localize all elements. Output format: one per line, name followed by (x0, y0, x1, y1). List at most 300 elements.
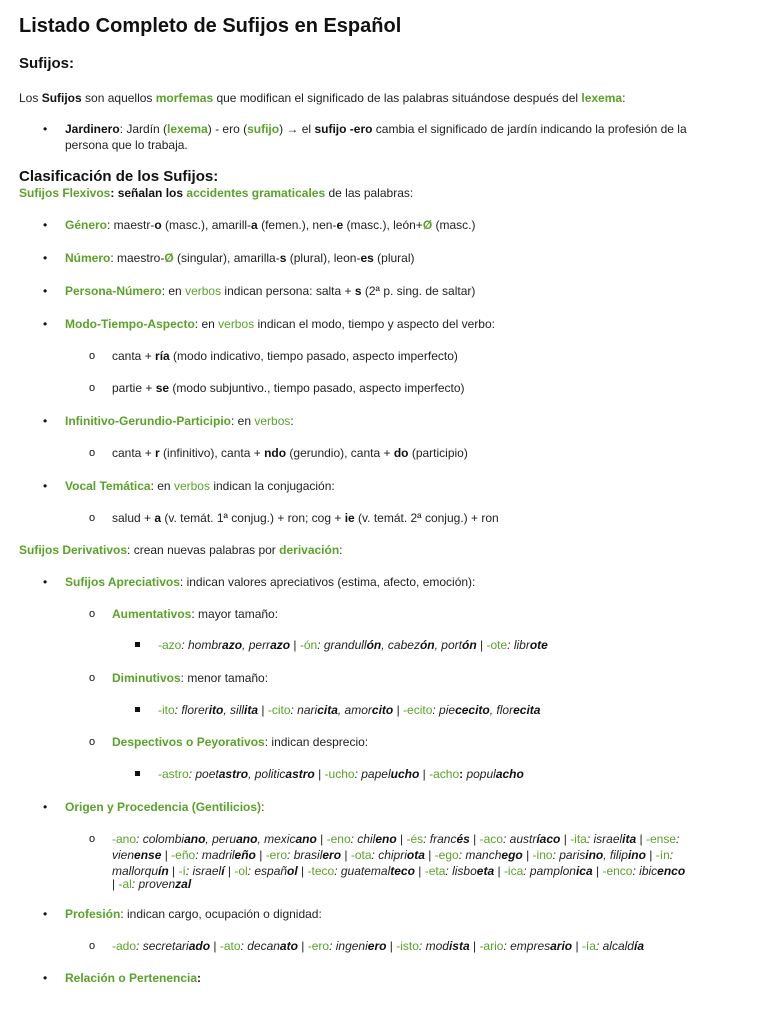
text: , sill (223, 703, 245, 717)
text: s (354, 284, 362, 298)
bullet-icon: • (43, 479, 48, 493)
suffix-text: -ía (581, 939, 596, 953)
text: canta + (112, 349, 156, 363)
example-word-text: : secretari (136, 939, 189, 953)
text: o (154, 218, 162, 232)
text: : en (194, 317, 219, 331)
despectivos-examples (158, 766, 524, 782)
text: ote (529, 638, 548, 652)
link-infinitivo-gerundio-participio[interactable]: Infinitivo-Gerundio-Participio (65, 414, 231, 428)
text: : papel (354, 767, 391, 781)
aumentativos-examples (158, 637, 548, 653)
separator-text: | (341, 848, 351, 862)
suffix-ending-text: ense (134, 848, 162, 862)
text: a (154, 511, 162, 525)
square-bullet-icon (135, 771, 140, 776)
numero-item (65, 250, 415, 266)
example-word-text: : alcald (595, 939, 634, 953)
bullet-icon: • (43, 414, 48, 428)
text: son aquellos (81, 91, 156, 105)
suffix-ending-text: enco (657, 864, 686, 878)
suffix-ending-text: zal (175, 877, 192, 891)
example-word-text: : manch (458, 848, 502, 862)
example-word-text: mallorqu (112, 864, 159, 878)
text: : en (231, 414, 255, 428)
text: : mayor tamaño: (191, 607, 279, 621)
bullet-icon: • (43, 971, 48, 985)
page-title: Listado Completo de Sufijos en Español (19, 15, 402, 37)
text: ría (155, 349, 170, 363)
text: cita (317, 703, 338, 717)
suffix-text: -eta (424, 864, 446, 878)
suffix-ending-text: ero (367, 939, 387, 953)
suffix-ending-text: ín (158, 864, 169, 878)
text: : nari (290, 703, 318, 717)
suffix-text: -ato (219, 939, 241, 953)
link-modo-tiempo-aspecto[interactable]: Modo-Tiempo-Aspecto (65, 317, 195, 331)
suffix-text: -eno (326, 832, 351, 846)
example-word-text: : decan (240, 939, 280, 953)
example-word-text: : austr (502, 832, 537, 846)
link-profesion[interactable]: Profesión (65, 907, 121, 921)
diminutivos-item (112, 670, 268, 686)
text: (modo indicativo, tiempo pasado, aspecto imperfecto) (169, 349, 458, 363)
example-word-text: : colombi (136, 832, 185, 846)
example-word-text: : pamplon (523, 864, 576, 878)
circle-bullet-icon: o (89, 833, 96, 845)
link-vocal-tematica[interactable]: Vocal Temática (65, 479, 151, 493)
example-word-text: : israel (586, 832, 623, 846)
suffix-ending-text: ino (627, 848, 646, 862)
text: : pie (432, 703, 456, 717)
suffix-text: -ino (532, 848, 553, 862)
text: cecito (455, 703, 490, 717)
circle-bullet-icon: o (89, 512, 96, 524)
example-word-text: : guatemal (334, 864, 391, 878)
link-lexema[interactable]: lexema (581, 91, 623, 105)
text: de las palabras: (325, 186, 414, 200)
text: ) - ero ( (207, 122, 248, 136)
example-word-text: : paris (552, 848, 586, 862)
example-word-text: : chipri (371, 848, 407, 862)
separator-text: | (636, 832, 646, 846)
suffix-ending-text: í (221, 864, 225, 878)
text: ón (366, 638, 382, 652)
link-accidentes-gramaticales[interactable]: accidentes gramaticales (186, 186, 326, 200)
separator-text: | (396, 832, 407, 846)
text: , cabez (381, 638, 420, 652)
suffix-ending-text: eño (234, 848, 256, 862)
text: : menor tamaño: (180, 671, 269, 685)
text: r (155, 446, 160, 460)
circle-bullet-icon: o (89, 940, 96, 952)
separator-text: | (297, 939, 308, 953)
text: -ón (299, 638, 318, 652)
suffix-text: -ario (479, 939, 504, 953)
origen-item (65, 799, 264, 815)
text: cambia el significado de jardín indicando la profesión de la (372, 122, 687, 136)
circle-bullet-icon: o (89, 350, 96, 362)
suffix-ending-text: íaco (536, 832, 561, 846)
link-verbos[interactable]: verbos (218, 317, 255, 331)
derivativos-paragraph (19, 542, 343, 558)
text: do (393, 446, 409, 460)
square-bullet-icon (135, 707, 140, 712)
suffix-ending-text: ano (184, 832, 206, 846)
vocal-sub (112, 510, 499, 526)
example-word-text: , peru (205, 832, 237, 846)
suffix-ending-text: ica (575, 864, 593, 878)
example-word-text: : españ (247, 864, 288, 878)
link-genero[interactable]: Género (65, 218, 108, 232)
text: | (393, 703, 404, 717)
link-derivacion[interactable]: derivación (279, 543, 340, 557)
text: (masc.), amarill- (161, 218, 252, 232)
example-word-text: : ingeni (329, 939, 368, 953)
link-origen-procedencia[interactable]: Origen y Procedencia (Gentilicios) (65, 800, 262, 814)
suffix-text: -ol (234, 864, 248, 878)
suffix-text: -ica (503, 864, 524, 878)
suffix-ending-text: ano (236, 832, 258, 846)
text: ucho (390, 767, 420, 781)
vocal-item (65, 478, 335, 494)
text: ie (344, 511, 355, 525)
suffix-ending-text: ita (622, 832, 637, 846)
circle-bullet-icon: o (89, 608, 96, 620)
text: -cito (267, 703, 291, 717)
suffix-ending-text: ista (448, 939, 470, 953)
text: -ito (158, 703, 175, 717)
separator-text: | (414, 864, 425, 878)
separator-text: | (168, 864, 179, 878)
link-persona-numero[interactable]: Persona-Número (65, 284, 162, 298)
text: | (290, 638, 300, 652)
origen-examples-line-1 (112, 831, 679, 847)
text: -ote (486, 638, 508, 652)
example-line-2: persona que lo trabaja. (65, 138, 188, 152)
suffix-text: -ita (570, 832, 587, 846)
text: : indican desprecio: (264, 735, 369, 749)
link-despectivos[interactable]: Despectivos o Peyorativos (112, 735, 265, 749)
text: (plural) (373, 251, 415, 265)
bullet-icon: • (43, 251, 48, 265)
suffix-ending-text: ado (188, 939, 211, 953)
relacion-item (65, 970, 201, 986)
text: -ecito (403, 703, 433, 717)
example-word-text: : lisbo (445, 864, 477, 878)
suffix-text: -ota (350, 848, 372, 862)
text: azo (222, 638, 243, 652)
example-line-1 (65, 121, 749, 137)
suffix-text: -teco (307, 864, 335, 878)
bullet-icon: • (43, 218, 48, 232)
text: (v. temát. 2ª conjug.) + ron (354, 511, 499, 525)
text: , perr (242, 638, 271, 652)
text: Sufijos (41, 91, 82, 105)
link-morfemas[interactable]: morfemas (155, 91, 214, 105)
circle-bullet-icon: o (89, 672, 96, 684)
separator-text: | (210, 939, 220, 953)
text: que modifican el significado de las palabras situándose después del (213, 91, 582, 105)
separator-text: | (316, 832, 327, 846)
text: : indican valores apreciativos (estima, afecto, emoción): (179, 575, 476, 589)
suffix-text: -al (118, 877, 132, 891)
link-relacion-pertenencia[interactable]: Relación o Pertenencia (65, 971, 198, 985)
text: ito (208, 703, 224, 717)
text: (modo subjuntivo., tiempo pasado, aspecto imperfecto) (169, 381, 465, 395)
suffix-ending-text: ato (279, 939, 298, 953)
suffix-text: -és (406, 832, 424, 846)
infinitivo-sub (112, 445, 468, 461)
text: ón (462, 638, 477, 652)
text: : libr (507, 638, 530, 652)
text: : (197, 971, 202, 985)
profesion-examples (112, 938, 644, 954)
link-verbos[interactable]: verbos (185, 284, 222, 298)
text: (2ª p. sing. de saltar) (361, 284, 476, 298)
square-bullet-icon (135, 642, 140, 647)
text: : indican cargo, ocupación o dignidad: (120, 907, 322, 921)
text: se (155, 381, 170, 395)
origen-examples-line-4 (112, 876, 191, 892)
text: cito (371, 703, 394, 717)
text: Ø (422, 218, 433, 232)
aumentativos-item (112, 606, 278, 622)
suffix-ending-text: ano (295, 832, 317, 846)
suffix-text: -ero (307, 939, 330, 953)
bullet-icon: • (43, 800, 48, 814)
text: : hombr (181, 638, 223, 652)
suffix-text: -isto (396, 939, 419, 953)
suffix-ending-text: ego (501, 848, 523, 862)
text: : florer (174, 703, 209, 717)
text: (plural), leon- (286, 251, 361, 265)
text: Ø (164, 251, 174, 265)
text: : señalan los (110, 186, 187, 200)
suffix-text: -ín (655, 848, 670, 862)
text: -azo (158, 638, 182, 652)
example-word-text: : ibic (632, 864, 658, 878)
text: acho (495, 767, 524, 781)
bullet-icon: • (43, 284, 48, 298)
text: s (279, 251, 287, 265)
suffix-text: -enco (602, 864, 633, 878)
circle-bullet-icon: o (89, 736, 96, 748)
infinitivo-item (65, 413, 294, 429)
text: Los (19, 91, 42, 105)
text: : en (161, 284, 186, 298)
separator-text: | (469, 832, 480, 846)
text: a (251, 218, 258, 232)
separator-text: | (297, 864, 308, 878)
separator-text: | (494, 864, 504, 878)
text: : grandull (317, 638, 367, 652)
text: : maestr- (107, 218, 155, 232)
example-word-text: : empres (503, 939, 551, 953)
text: (singular), amarilla- (173, 251, 280, 265)
text: (gerundio), canta + (286, 446, 394, 460)
suffix-text: -ego (434, 848, 459, 862)
suffix-ending-text: ol (287, 864, 298, 878)
link-diminutivos[interactable]: Diminutivos (112, 671, 181, 685)
text: : Jardín ( (119, 122, 168, 136)
link-sufijo[interactable]: sufijo (247, 122, 280, 136)
suffix-text: -ero (265, 848, 288, 862)
diminutivos-examples (158, 702, 540, 718)
text: : poet (188, 767, 219, 781)
suffix-ending-text: ario (550, 939, 573, 953)
text: ndo (264, 446, 287, 460)
text: es (360, 251, 374, 265)
text: canta + (112, 446, 156, 460)
text: (v. temát. 1ª conjug.) + ron; cog + (161, 511, 345, 525)
text: : (290, 414, 294, 428)
text: astro (218, 767, 249, 781)
separator-text: | (255, 848, 266, 862)
text: : maestro- (110, 251, 165, 265)
text: , amor (337, 703, 372, 717)
origen-examples-line-3 (112, 863, 685, 879)
circle-bullet-icon: o (89, 382, 96, 394)
text: salud + (112, 511, 155, 525)
text: ecita (513, 703, 541, 717)
suffix-ending-text: ía (633, 939, 644, 953)
example-word-text: : proven (131, 877, 176, 891)
suffix-text: -í (178, 864, 186, 878)
modo-item (65, 316, 495, 332)
example-word-text: : madril (195, 848, 235, 862)
link-verbos[interactable]: verbos (173, 479, 210, 493)
text: astro (285, 767, 315, 781)
separator-text: | (572, 939, 582, 953)
separator-text: | (592, 864, 603, 878)
text: (participio) (408, 446, 468, 460)
suffix-ending-text: és (456, 832, 470, 846)
text: : (459, 767, 464, 781)
text: : (622, 91, 626, 105)
text: , politic (248, 767, 286, 781)
bullet-icon: • (43, 317, 48, 331)
separator-text: | (560, 832, 571, 846)
text: , port (434, 638, 462, 652)
persona-item (65, 283, 475, 299)
suffix-text: -eño (171, 848, 196, 862)
circle-bullet-icon: o (89, 447, 96, 459)
suffix-text: -ado (112, 939, 137, 953)
text: -acho (429, 767, 460, 781)
text: | (314, 767, 325, 781)
link-lexema-2[interactable]: lexema (167, 122, 208, 136)
apreciativos-item (65, 574, 475, 590)
text: indican la conjugación: (209, 479, 335, 493)
text: ita (244, 703, 259, 717)
separator-text: | (469, 939, 480, 953)
link-sufijos-derivativos[interactable]: Sufijos Derivativos (19, 543, 128, 557)
text: , flor (489, 703, 514, 717)
modo-sub-2 (112, 380, 465, 396)
text: indican el modo, tiempo y aspecto del verbo: (254, 317, 495, 331)
separator-text: | (522, 848, 533, 862)
separator-text: | (645, 848, 656, 862)
text: (infinitivo), canta + (159, 446, 265, 460)
text: | (419, 767, 430, 781)
text: popul (463, 767, 496, 781)
suffix-ending-text: ino (585, 848, 604, 862)
bullet-icon: • (43, 907, 48, 921)
text: : (261, 800, 265, 814)
text: e (336, 218, 344, 232)
suffix-text: -ano (112, 832, 137, 846)
example-word-text: : franc (423, 832, 457, 846)
despectivos-item (112, 734, 368, 750)
text: | (258, 703, 268, 717)
example-word-text: , filip (603, 848, 628, 862)
text: (femen.), nen- (257, 218, 337, 232)
intro-paragraph (19, 90, 625, 106)
flexivos-paragraph (19, 185, 413, 201)
text: : en (150, 479, 174, 493)
link-numero[interactable]: Número (65, 251, 111, 265)
example-word-text: : (669, 848, 674, 862)
separator-text: | (224, 864, 235, 878)
separator-text: | (424, 848, 435, 862)
text: : (339, 543, 343, 557)
origen-examples-line-2 (112, 847, 673, 863)
suffix-text: -aco (479, 832, 503, 846)
link-sufijos-apreciativos[interactable]: Sufijos Apreciativos (65, 575, 180, 589)
modo-sub-1 (112, 348, 458, 364)
sufijos-heading: Sufijos: (19, 55, 74, 72)
separator-text: | (386, 939, 397, 953)
clasificacion-heading: Clasificación de los Sufijos: (19, 168, 219, 185)
link-verbos[interactable]: verbos (254, 414, 291, 428)
example-word-text: : (676, 832, 680, 846)
example-word-text: , mexic (257, 832, 296, 846)
text: Jardinero (65, 122, 120, 136)
link-sufijos-flexivos[interactable]: Sufijos Flexivos (19, 186, 111, 200)
text: ) → el (279, 122, 315, 136)
separator-text: | (112, 877, 119, 891)
example-word-text: vien (112, 848, 135, 862)
example-word-text: : chil (350, 832, 376, 846)
text: sufijo -ero (314, 122, 373, 136)
text: : crean nuevas palabras por (127, 543, 280, 557)
text: -ucho (324, 767, 355, 781)
separator-text: | (161, 848, 172, 862)
example-word-text: : mod (418, 939, 449, 953)
genero-item (65, 217, 476, 233)
text: -astro (158, 767, 189, 781)
text: azo (270, 638, 291, 652)
suffix-ending-text: ota (406, 848, 425, 862)
suffix-ending-text: eno (375, 832, 397, 846)
suffix-ending-text: ero (322, 848, 342, 862)
text: (masc.) (432, 218, 476, 232)
suffix-ending-text: teco (390, 864, 415, 878)
text: | (476, 638, 487, 652)
suffix-text: -ense (645, 832, 677, 846)
text: ón (419, 638, 435, 652)
text: indican persona: salta + (221, 284, 355, 298)
example-word-text: : brasil (287, 848, 323, 862)
example-word-text: : israel (185, 864, 222, 878)
text: partie + (112, 381, 156, 395)
text: (masc.), león+ (343, 218, 423, 232)
bullet-icon: • (43, 122, 48, 136)
profesion-item (65, 906, 322, 922)
bullet-icon: • (43, 575, 48, 589)
link-aumentativos[interactable]: Aumentativos (112, 607, 192, 621)
